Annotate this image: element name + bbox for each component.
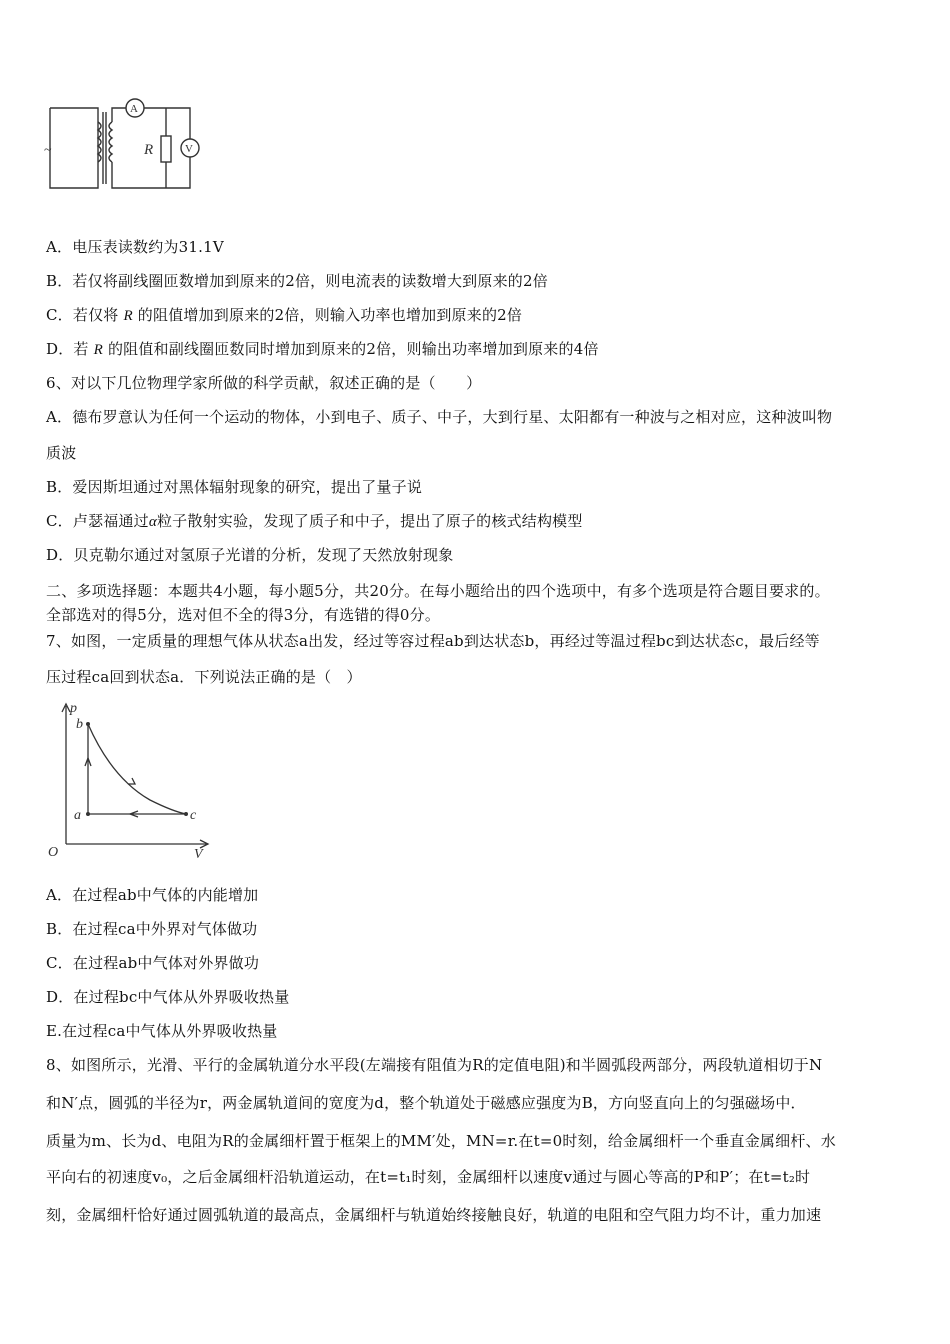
q6-option-d: D．贝克勒尔通过对氢原子光谱的分析，发现了天然放射现象 bbox=[46, 546, 454, 564]
ac-source-symbol: ~ bbox=[44, 143, 52, 158]
q5-option-d-pre: D．若 bbox=[46, 340, 89, 358]
q6-option-c-alpha: α bbox=[148, 514, 157, 530]
q8-line2: 和N′点，圆弧的半径为r，两金属轨道间的宽度为d，整个轨道处于磁感应强度为B，方向竖直向上的匀强磁场中． bbox=[46, 1094, 806, 1112]
q5-option-b: B．若仅将副线圈匝数增加到原来的2倍，则电流表的读数增大到原来的2倍 bbox=[46, 272, 548, 290]
section2-line2: 全部选对的得5分，选对但不全的得3分，有选错的得0分。 bbox=[46, 606, 441, 624]
pv-x-axis-label: V bbox=[194, 847, 203, 862]
q8-line4: 平向右的初速度v₀，之后金属细杆沿轨道运动，在t=t₁时刻，金属细杆以速度v通过与圆心等高的P和P′；在t=t₂时 bbox=[46, 1168, 811, 1186]
q8-line1: 8、如图所示，光滑、平行的金属轨道分水平段(左端接有阻值为R的定值电阻)和半圆弧段两部分，两段轨道相切于N bbox=[46, 1056, 823, 1074]
q6-option-b: B．爱因斯坦通过对黑体辐射现象的研究，提出了量子说 bbox=[46, 478, 423, 496]
voltmeter-label: V bbox=[185, 143, 193, 155]
q7-stem-line1: 7、如图，一定质量的理想气体从状态a出发，经过等容过程ab到达状态b，再经过等温过程bc到达状态c，最后经等 bbox=[46, 632, 820, 650]
q6-option-c-pre: C．卢瑟福通过 bbox=[46, 512, 149, 530]
q6-stem: 6、对以下几位物理学家所做的科学贡献，叙述正确的是（ ） bbox=[46, 374, 482, 392]
q7-option-b: B．在过程ca中外界对气体做功 bbox=[46, 920, 258, 938]
q5-option-c bbox=[46, 304, 522, 325]
pv-point-b-label: b bbox=[76, 717, 83, 732]
q5-option-d bbox=[46, 338, 599, 359]
q5-option-a: A．电压表读数约为31.1V bbox=[46, 238, 224, 256]
pv-y-axis-label: p bbox=[70, 701, 77, 716]
q7-option-c: C．在过程ab中气体对外界做功 bbox=[46, 954, 260, 972]
q6-option-a-line1: A．德布罗意认为任何一个运动的物体，小到电子、质子、中子，大到行星、太阳都有一种波与之相对应，这种波叫物 bbox=[46, 408, 833, 426]
q6-option-c bbox=[46, 510, 583, 531]
pv-point-c-label: c bbox=[190, 808, 197, 823]
pv-point-a-label: a bbox=[74, 808, 81, 823]
q5-option-d-var: R bbox=[93, 342, 103, 358]
resistor-label: R bbox=[144, 142, 154, 158]
q8-line3: 质量为m、长为d、电阻为R的金属细杆置于框架上的MM′处，MN=r.在t=0时刻，给金属细杆一个垂直金属细杆、水 bbox=[46, 1132, 836, 1150]
q7-option-d: D．在过程bc中气体从外界吸收热量 bbox=[46, 988, 290, 1006]
q5-option-c-post: 的阻值增加到原来的2倍，则输入功率也增加到原来的2倍 bbox=[137, 306, 523, 324]
q7-option-a: A．在过程ab中气体的内能增加 bbox=[46, 886, 259, 904]
q5-option-d-post: 的阻值和副线圈匝数同时增加到原来的2倍，则输出功率增加到原来的4倍 bbox=[107, 340, 599, 358]
q5-option-c-var: R bbox=[123, 308, 133, 324]
section2-line1: 二、多项选择题：本题共4小题，每小题5分，共20分。在每小题给出的四个选项中，有多个选项是符合题目要求的。 bbox=[46, 582, 830, 600]
q6-option-a-line2: 质波 bbox=[46, 444, 77, 462]
q5-option-c-pre: C．若仅将 bbox=[46, 306, 119, 324]
q6-option-c-post: 粒子散射实验，发现了质子和中子，提出了原子的核式结构模型 bbox=[156, 512, 583, 530]
pv-origin-label: O bbox=[48, 845, 59, 860]
q7-option-e: E.在过程ca中气体从外界吸收热量 bbox=[46, 1022, 278, 1040]
ammeter-label: A bbox=[130, 103, 138, 115]
pv-diagram bbox=[40, 698, 220, 868]
transformer-circuit-figure bbox=[40, 92, 220, 200]
q7-stem-line2: 压过程ca回到状态a．下列说法正确的是（ ） bbox=[46, 668, 362, 686]
q8-line5: 刻，金属细杆恰好通过圆弧轨道的最高点，金属细杆与轨道始终接触良好，轨道的电阻和空气阻力均不计，重力加速 bbox=[46, 1206, 822, 1224]
